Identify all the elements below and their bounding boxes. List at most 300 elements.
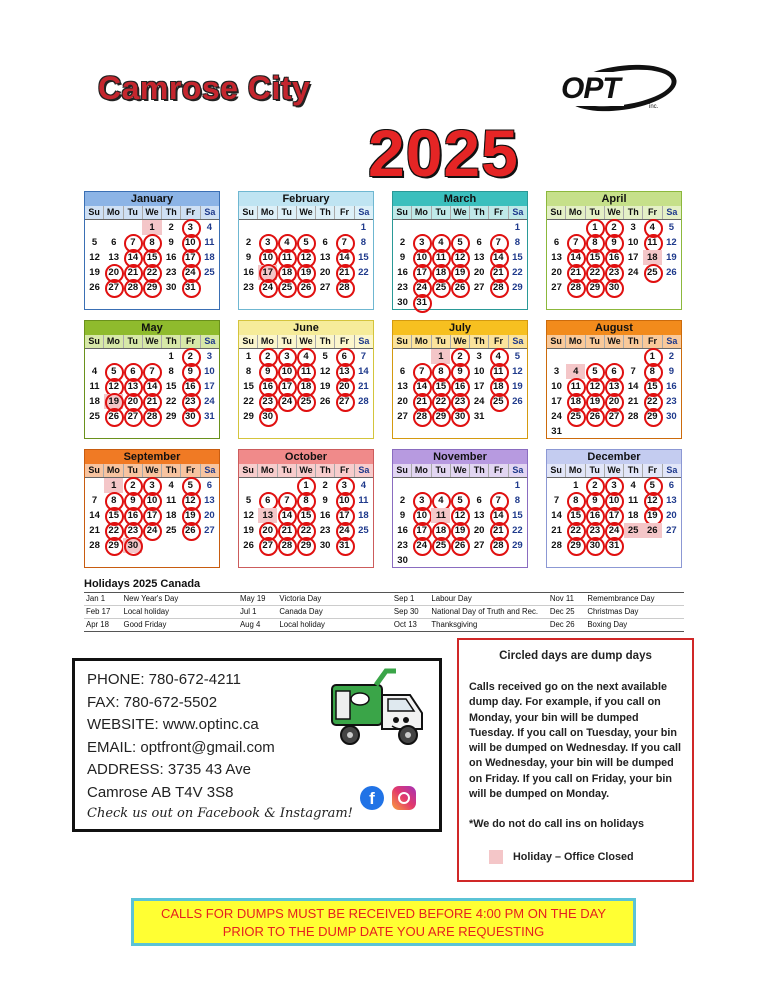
dump-day: 20 (123, 394, 142, 409)
instagram-icon[interactable] (392, 786, 416, 810)
weekday-label: Su (393, 206, 412, 219)
dump-day: 29 (104, 538, 123, 553)
day-cell: 11 (358, 495, 369, 506)
city-title: Camrose City (98, 70, 311, 106)
weekday-label: We (143, 206, 162, 219)
day-cell: 20 (319, 267, 331, 278)
day-cell: 13 (473, 510, 485, 521)
holiday-name: Boxing Day (587, 620, 628, 629)
day-cell: 14 (358, 366, 369, 377)
dump-day: 23 (123, 523, 142, 538)
dump-day: 27 (258, 538, 277, 553)
day-cell: 13 (666, 495, 677, 506)
weekday-label: Sa (512, 336, 524, 346)
day-cell: 26 (666, 267, 677, 278)
dump-day: 11 (431, 250, 450, 265)
holiday-name: Good Friday (123, 620, 167, 629)
weekday-label: Fr (335, 335, 354, 348)
empty-cell (470, 478, 489, 493)
empty-cell (123, 220, 142, 235)
weekday-label: Mo (258, 464, 277, 477)
weekday-header (393, 335, 527, 349)
dump-day: 27 (335, 394, 354, 409)
day-cell: 9 (322, 495, 328, 506)
weekday-header (393, 464, 527, 478)
dump-day: 25 (277, 280, 296, 295)
year-title: 2025 (368, 116, 519, 190)
weekday-label: Fr (643, 335, 662, 348)
dump-day: 18 (296, 379, 315, 394)
day-cell: 6 (553, 237, 560, 248)
dump-day: 29 (431, 409, 450, 424)
dump-day: 7 (277, 493, 296, 508)
dump-day: 22 (585, 265, 604, 280)
day-cell: 11 (166, 495, 177, 506)
day-cell: 24 (627, 267, 639, 278)
holiday-name: Christmas Day (587, 607, 639, 616)
info-box (457, 638, 694, 882)
day-cell: 14 (89, 510, 100, 521)
dump-day: 17 (412, 265, 431, 280)
day-cell: 31 (551, 426, 562, 437)
empty-cell (142, 349, 161, 364)
holiday-date: Feb 17 (86, 607, 111, 616)
dump-day: 8 (431, 364, 450, 379)
day-cell: 26 (643, 523, 662, 538)
day-cell: 10 (627, 237, 639, 248)
dump-day: 26 (104, 409, 123, 424)
opt-logo (553, 60, 683, 116)
weekday-label: Sa (666, 207, 678, 217)
empty-cell (604, 349, 623, 364)
dump-day: 1 (296, 478, 315, 493)
holiday-date: Jan 1 (86, 594, 106, 603)
dump-day: 18 (277, 265, 296, 280)
day-cell: 30 (397, 555, 408, 566)
day-cell: 16 (243, 267, 254, 278)
day-cell: 28 (89, 540, 100, 551)
day-cell: 19 (243, 525, 254, 536)
empty-cell (316, 220, 335, 235)
day-cell: 11 (431, 508, 450, 523)
day-cell: 1 (245, 351, 252, 362)
holiday-date: Sep 30 (393, 607, 419, 616)
day-cell: 23 (165, 267, 177, 278)
day-cell: 20 (204, 510, 215, 521)
dump-day: 16 (181, 379, 200, 394)
dump-day: 17 (604, 508, 623, 523)
empty-cell (258, 478, 277, 493)
day-cell: 12 (243, 510, 254, 521)
dump-day: 13 (335, 364, 354, 379)
holiday-name: National Day of Truth and Rec. (431, 607, 539, 616)
dump-day: 30 (123, 538, 142, 553)
dump-day: 7 (123, 235, 142, 250)
weekday-label: Tu (432, 464, 451, 477)
dump-day: 30 (585, 538, 604, 553)
day-cell: 20 (666, 510, 677, 521)
day-cell: 11 (89, 381, 100, 392)
day-grid (547, 478, 681, 553)
dump-day: 28 (489, 538, 508, 553)
day-cell: 29 (512, 282, 523, 293)
dump-day: 17 (258, 265, 277, 280)
dump-day: 5 (450, 235, 469, 250)
day-cell: 22 (512, 525, 523, 536)
weekday-label: Th (624, 464, 643, 477)
dump-day: 8 (585, 235, 604, 250)
weekday-header (239, 464, 373, 478)
dump-day: 20 (258, 523, 277, 538)
day-grid (85, 349, 219, 424)
weekday-label: Th (316, 335, 335, 348)
day-cell: 9 (399, 510, 406, 521)
dump-day: 8 (142, 235, 161, 250)
day-cell: 26 (512, 396, 523, 407)
weekday-label: Fr (335, 206, 354, 219)
dump-day: 22 (566, 523, 585, 538)
dump-day: 25 (431, 538, 450, 553)
day-cell: 6 (476, 237, 482, 248)
dump-day: 5 (643, 478, 662, 493)
dump-day: 24 (604, 523, 623, 538)
address-line: ADDRESS: 3735 43 Ave (87, 761, 251, 778)
holiday-date: Sep 1 (393, 594, 415, 603)
facebook-icon[interactable]: f (360, 786, 384, 810)
weekday-label: Sa (358, 336, 370, 346)
dump-day: 5 (181, 478, 200, 493)
day-cell: 13 (258, 508, 277, 523)
dump-day: 24 (277, 394, 296, 409)
dump-day: 2 (123, 478, 142, 493)
dump-day: 22 (296, 523, 315, 538)
weekday-label: Th (162, 335, 181, 348)
day-cell: 6 (399, 366, 406, 377)
weekday-label: Tu (432, 335, 451, 348)
weekday-label: Tu (432, 206, 451, 219)
day-cell: 25 (165, 525, 177, 536)
dump-day: 20 (104, 265, 123, 280)
empty-cell (566, 349, 585, 364)
dump-day: 26 (181, 523, 200, 538)
weekday-label: Su (393, 464, 412, 477)
weekday-label: We (143, 464, 162, 477)
dump-day: 29 (585, 280, 604, 295)
day-cell: 31 (473, 411, 485, 422)
day-cell: 5 (514, 351, 521, 362)
day-cell: 8 (360, 237, 367, 248)
dump-day: 14 (142, 379, 161, 394)
dump-day: 10 (142, 493, 161, 508)
weekday-header (239, 206, 373, 220)
day-cell: 27 (551, 282, 562, 293)
empty-cell (585, 349, 604, 364)
empty-cell (393, 478, 412, 493)
day-grid (547, 349, 681, 439)
dump-day: 21 (489, 265, 508, 280)
dump-day: 15 (643, 379, 662, 394)
dump-day: 14 (123, 250, 142, 265)
weekday-label: Mo (412, 464, 431, 477)
weekday-label: We (605, 206, 624, 219)
day-cell: 6 (111, 237, 117, 248)
weekday-label: Su (547, 206, 566, 219)
day-cell: 1 (104, 478, 123, 493)
day-cell: 18 (358, 510, 369, 521)
empty-cell (335, 220, 354, 235)
dump-day: 3 (277, 349, 296, 364)
weekday-label: Su (85, 206, 104, 219)
day-cell: 20 (397, 396, 408, 407)
day-cell: 7 (360, 351, 367, 362)
dump-day: 17 (181, 250, 200, 265)
weekday-label: We (605, 464, 624, 477)
month-name: June (239, 321, 373, 335)
holidays-title: Holidays 2025 Canada (84, 578, 201, 590)
holiday-name: Local holiday (123, 607, 170, 616)
dump-day: 24 (142, 523, 161, 538)
holidays-section (84, 578, 684, 632)
empty-cell (258, 220, 277, 235)
holiday-legend (469, 850, 682, 864)
dump-day: 20 (604, 394, 623, 409)
banner-line-2: PRIOR TO THE DUMP DATE YOU ARE REQUESTING (222, 924, 545, 939)
weekday-label: Sa (512, 207, 524, 217)
dump-day: 22 (643, 394, 662, 409)
dump-day: 5 (104, 364, 123, 379)
weekday-label: Fr (489, 464, 508, 477)
day-cell: 15 (165, 381, 177, 392)
banner-line-1: CALLS FOR DUMPS MUST BE RECEIVED BEFORE 4:00 PM ON THE DAY (161, 906, 606, 921)
dump-day: 5 (296, 235, 315, 250)
holiday-row (84, 606, 684, 619)
day-cell: 25 (358, 525, 369, 536)
dump-day: 4 (489, 349, 508, 364)
dump-day: 9 (585, 493, 604, 508)
day-cell: 20 (473, 525, 485, 536)
day-cell: 10 (204, 366, 215, 377)
dump-day: 10 (277, 364, 296, 379)
day-cell: 11 (204, 237, 215, 248)
weekday-header (85, 335, 219, 349)
day-cell: 5 (91, 237, 98, 248)
day-cell: 4 (206, 222, 213, 233)
empty-cell (277, 220, 296, 235)
dump-day: 11 (296, 364, 315, 379)
weekday-header (547, 335, 681, 349)
month-name: March (393, 192, 527, 206)
day-cell: 24 (204, 396, 215, 407)
day-cell: 22 (165, 396, 177, 407)
day-cell: 13 (551, 252, 562, 263)
dump-day: 31 (335, 538, 354, 553)
day-cell: 2 (399, 495, 406, 506)
month-name: September (85, 450, 219, 464)
dump-day: 3 (412, 235, 431, 250)
weekday-label: Sa (666, 465, 678, 475)
day-cell: 14 (627, 381, 639, 392)
dump-day: 15 (431, 379, 450, 394)
day-cell: 22 (512, 267, 523, 278)
day-cell: 25 (624, 523, 643, 538)
dump-day: 18 (431, 265, 450, 280)
day-cell: 31 (204, 411, 215, 422)
dump-day: 27 (123, 409, 142, 424)
dump-day: 6 (604, 364, 623, 379)
day-cell: 27 (666, 525, 677, 536)
dump-day: 9 (604, 235, 623, 250)
weekday-label: Su (393, 335, 412, 348)
day-cell: 23 (666, 396, 677, 407)
dump-day: 6 (258, 493, 277, 508)
weekday-label: Sa (512, 465, 524, 475)
day-cell: 30 (397, 297, 408, 308)
dump-day: 26 (450, 538, 469, 553)
holiday-date: Nov 11 (549, 594, 574, 603)
weekday-label: Su (547, 335, 566, 348)
dump-day: 2 (450, 349, 469, 364)
month-name: December (547, 450, 681, 464)
day-cell: 29 (165, 411, 177, 422)
dump-day: 28 (277, 538, 296, 553)
website-line: WEBSITE: www.optinc.ca (87, 716, 259, 733)
weekday-label: Th (470, 335, 489, 348)
day-cell: 18 (204, 252, 215, 263)
dump-day: 12 (450, 250, 469, 265)
dump-day: 25 (643, 265, 662, 280)
weekday-label: Mo (412, 206, 431, 219)
dump-day: 17 (412, 523, 431, 538)
dump-day: 12 (181, 493, 200, 508)
day-cell: 17 (473, 381, 485, 392)
dump-day: 11 (566, 379, 585, 394)
weekday-label: Th (162, 464, 181, 477)
dump-day: 10 (604, 493, 623, 508)
day-grid (239, 349, 373, 424)
weekday-label: Sa (204, 465, 216, 475)
weekday-label: Su (239, 335, 258, 348)
weekday-label: Mo (104, 464, 123, 477)
dump-day: 25 (489, 394, 508, 409)
day-cell: 27 (473, 282, 485, 293)
holiday-date: Jul 1 (239, 607, 257, 616)
dump-day: 4 (296, 349, 315, 364)
dump-day: 18 (566, 394, 585, 409)
day-cell: 14 (551, 510, 562, 521)
weekday-label: Mo (566, 464, 585, 477)
empty-cell (277, 478, 296, 493)
day-cell: 7 (630, 366, 636, 377)
dump-day: 16 (258, 379, 277, 394)
social-slogan: Check us out on Facebook & Instagram! (87, 806, 353, 821)
weekday-label: Sa (666, 336, 678, 346)
holiday-row (84, 593, 684, 606)
dump-day: 28 (123, 280, 142, 295)
dump-day: 7 (489, 493, 508, 508)
weekday-label: Th (316, 206, 335, 219)
day-cell: 20 (551, 267, 562, 278)
dump-day: 24 (412, 538, 431, 553)
weekday-label: Sa (358, 207, 370, 217)
dump-day: 28 (142, 409, 161, 424)
dump-day: 21 (412, 394, 431, 409)
weekday-label: Fr (335, 464, 354, 477)
phone-line: PHONE: 780-672-4211 (87, 671, 241, 688)
logo-sub: inc. (649, 104, 659, 110)
day-cell: 15 (512, 252, 523, 263)
month-name: January (85, 192, 219, 206)
day-cell: 13 (108, 252, 119, 263)
dump-day: 22 (431, 394, 450, 409)
day-cell: 1 (168, 351, 174, 362)
day-cell: 2 (245, 237, 252, 248)
dump-day: 5 (450, 493, 469, 508)
day-cell: 9 (399, 252, 406, 263)
dump-day: 7 (335, 235, 354, 250)
day-cell: 16 (165, 252, 177, 263)
dump-day: 30 (258, 409, 277, 424)
dump-day: 27 (604, 409, 623, 424)
dump-day: 7 (489, 235, 508, 250)
month-february (238, 191, 374, 310)
dump-day: 24 (181, 265, 200, 280)
dump-day: 8 (104, 493, 123, 508)
empty-cell (431, 478, 450, 493)
empty-cell (450, 220, 469, 235)
day-cell: 16 (397, 267, 408, 278)
weekday-label: We (451, 464, 470, 477)
dump-day: 16 (450, 379, 469, 394)
weekday-label: Th (470, 464, 489, 477)
day-cell: 18 (643, 250, 662, 265)
month-january (84, 191, 220, 310)
day-cell: 12 (512, 366, 523, 377)
empty-cell (489, 220, 508, 235)
holiday-name: Thanksgiving (431, 620, 478, 629)
dump-day: 22 (104, 523, 123, 538)
dump-day: 15 (296, 508, 315, 523)
empty-cell (566, 220, 585, 235)
day-cell: 15 (512, 510, 523, 521)
day-grid (239, 220, 373, 295)
day-cell: 25 (204, 267, 215, 278)
day-cell: 15 (243, 381, 254, 392)
day-cell: 28 (551, 540, 562, 551)
month-september (84, 449, 220, 568)
day-cell: 16 (666, 381, 677, 392)
day-cell: 29 (512, 540, 523, 551)
weekday-label: Tu (278, 464, 297, 477)
dump-day: 10 (258, 250, 277, 265)
day-cell: 2 (399, 237, 406, 248)
dump-day: 28 (489, 280, 508, 295)
day-cell: 12 (89, 252, 100, 263)
dump-day: 23 (450, 394, 469, 409)
dump-day: 9 (181, 364, 200, 379)
dump-day: 11 (643, 235, 662, 250)
day-cell: 4 (630, 480, 636, 491)
dump-day: 15 (585, 250, 604, 265)
day-cell: 10 (551, 381, 562, 392)
holiday-date: May 19 (239, 594, 266, 603)
holiday-date: Dec 25 (549, 607, 575, 616)
dump-day: 3 (258, 235, 277, 250)
dump-day: 8 (566, 493, 585, 508)
dump-day: 25 (296, 394, 315, 409)
dump-day: 3 (335, 478, 354, 493)
empty-cell (393, 220, 412, 235)
dump-day: 9 (450, 364, 469, 379)
